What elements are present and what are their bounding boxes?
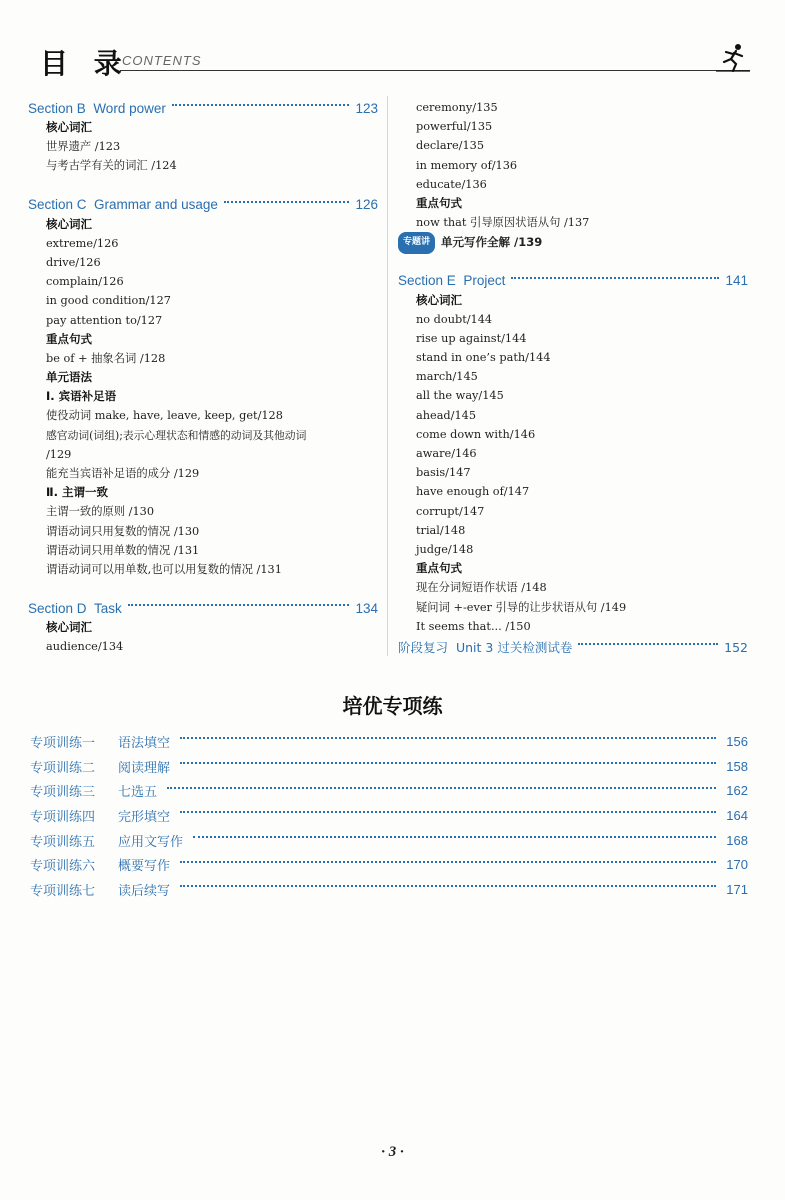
- list-item: ahead/145: [416, 408, 477, 422]
- toc-entry-drill[interactable]: [30, 754, 748, 779]
- toc-right-column: [398, 98, 748, 636]
- subheading: 重点句式: [46, 331, 92, 346]
- subheading: 单元语法: [46, 370, 92, 385]
- list-item: all the way/145: [416, 389, 504, 403]
- subheading: 核心词汇: [46, 216, 92, 231]
- list-item: 谓语动词可以用单数,也可以用复数的情况 /131: [46, 562, 282, 576]
- list-item: no doubt/144: [416, 312, 493, 326]
- dot-leader: [180, 762, 716, 764]
- drill-name: 语法填空: [118, 735, 171, 751]
- drill-name: 七选五: [118, 785, 158, 801]
- drill-page: 156: [726, 733, 748, 749]
- drill-list: [30, 729, 748, 902]
- list-item: now that 引导原因状语从句 /137: [416, 216, 590, 230]
- drill-page: 171: [726, 881, 748, 897]
- list-item: rise up against/144: [416, 331, 527, 345]
- list-item: 感官动词(词组);表示心理状态和情感的动词及其他动词: [46, 428, 307, 442]
- list-item: march/145: [416, 370, 478, 384]
- drill-number: 专项训练五: [30, 834, 96, 850]
- drill-section-title: 培优专项练: [342, 694, 443, 718]
- drill-page: 162: [726, 783, 748, 799]
- toc-entry-drill[interactable]: [30, 828, 748, 853]
- list-item: extreme/126: [46, 236, 119, 250]
- subheading: 重点句式: [416, 195, 462, 210]
- stage-review-page: 152: [724, 639, 748, 655]
- dot-leader: [128, 604, 350, 606]
- section-page: 123: [355, 100, 378, 116]
- stage-review-label: 阶段复习: [398, 640, 449, 655]
- drill-page: 170: [726, 857, 748, 873]
- toc-entry-section-d[interactable]: [28, 598, 378, 618]
- dot-leader: [578, 643, 718, 645]
- list-item: complain/126: [46, 275, 124, 289]
- page-header: [40, 40, 752, 80]
- drill-number: 专项训练四: [30, 809, 96, 825]
- list-item: 现在分词短语作状语 /148: [416, 581, 547, 595]
- list-item: 谓语动词只用复数的情况 /130: [46, 524, 200, 538]
- list-item: 疑问词 +-ever 引导的让步状语从句 /149: [416, 600, 627, 614]
- section-page: 126: [355, 197, 378, 213]
- section-title: Grammar and usage: [94, 197, 218, 213]
- subheading: Ⅱ. 主谓一致: [46, 485, 108, 500]
- list-item: be of + 抽象名词 /128: [46, 351, 166, 365]
- special-topic-badge: 专题讲: [398, 232, 435, 253]
- list-item: corrupt/147: [416, 504, 485, 518]
- page-number: · 3 ·: [381, 1144, 404, 1160]
- list-item: 世界遗产 /123: [46, 140, 121, 154]
- toc-entry-drill[interactable]: [30, 852, 748, 877]
- toc-entry-stage-review[interactable]: [398, 637, 748, 657]
- drill-name: 概要写作: [118, 859, 171, 875]
- toc-entry-drill[interactable]: [30, 877, 748, 902]
- list-item: in good condition/127: [46, 294, 171, 308]
- list-item: ceremony/135: [416, 101, 498, 114]
- drill-number: 专项训练二: [30, 760, 96, 776]
- list-item: pay attention to/127: [46, 313, 163, 327]
- drill-name: 完形填空: [118, 809, 171, 825]
- dot-leader: [193, 836, 716, 838]
- header-rule: [120, 70, 750, 71]
- list-item: 与考古学有关的词汇 /124: [46, 159, 177, 173]
- drill-number: 专项训练一: [30, 735, 96, 751]
- drill-number: 专项训练三: [30, 785, 96, 801]
- column-divider: [387, 96, 388, 656]
- subheading: 核心词汇: [46, 620, 92, 635]
- section-label: Section E: [398, 273, 456, 288]
- subheading: 核心词汇: [46, 120, 92, 134]
- list-item: /129: [46, 447, 72, 461]
- list-item: aware/146: [416, 447, 477, 460]
- list-item: educate/136: [416, 177, 487, 191]
- list-item: declare/135: [416, 139, 485, 153]
- dot-leader: [224, 201, 350, 203]
- list-item: 主谓一致的原则 /130: [46, 505, 155, 519]
- toc-entry-drill[interactable]: [30, 778, 748, 803]
- list-item: trial/148: [416, 523, 466, 537]
- section-label: Section C: [28, 197, 87, 213]
- list-item: come down with/146: [416, 427, 536, 441]
- runner-icon: [716, 42, 750, 72]
- special-topic-title: 单元写作全解 /139: [441, 235, 543, 250]
- toc-entry-drill[interactable]: [30, 729, 748, 754]
- section-page: 134: [355, 600, 378, 616]
- drill-name: 阅读理解: [118, 760, 171, 776]
- drill-number: 专项训练七: [30, 883, 96, 899]
- section-title: Word power: [93, 100, 166, 116]
- dot-leader: [511, 277, 719, 279]
- list-item: judge/148: [416, 542, 474, 556]
- dot-leader: [180, 885, 716, 887]
- dot-leader: [180, 811, 716, 813]
- toc-entry-special-topic[interactable]: [398, 232, 748, 251]
- section-title: Project: [463, 273, 506, 288]
- toc-entry-section-b[interactable]: [28, 98, 378, 118]
- list-item: audience/134: [46, 640, 124, 654]
- list-item: stand in one’s path/144: [416, 351, 551, 365]
- subheading: Ⅰ. 宾语补足语: [46, 389, 117, 404]
- dot-leader: [180, 737, 716, 739]
- page-title: 目 录: [40, 47, 130, 80]
- list-item: powerful/135: [416, 120, 493, 134]
- dot-leader: [172, 104, 350, 106]
- list-item: have enough of/147: [416, 485, 530, 499]
- section-title: Task: [94, 600, 122, 616]
- stage-review-title: Unit 3 过关检测试卷: [455, 640, 573, 655]
- page-subtitle: CONTENTS: [122, 53, 202, 68]
- section-label: Section D: [28, 600, 87, 616]
- dot-leader: [167, 787, 716, 789]
- subheading: 重点句式: [416, 561, 462, 576]
- drill-page: 164: [726, 807, 748, 823]
- section-page: 141: [725, 273, 748, 288]
- drill-page: 158: [726, 758, 748, 774]
- list-item: in memory of/136: [416, 158, 518, 172]
- list-item: drive/126: [46, 255, 101, 269]
- toc-entry-section-c[interactable]: [28, 195, 378, 215]
- drill-number: 专项训练六: [30, 859, 96, 875]
- list-item: 能充当宾语补足语的成分 /129: [46, 467, 200, 480]
- section-label: Section B: [28, 100, 86, 116]
- subheading: 核心词汇: [416, 292, 462, 307]
- list-item: basis/147: [416, 466, 471, 480]
- list-item: 使役动词 make, have, leave, keep, get/128: [46, 409, 283, 423]
- drill-name: 应用文写作: [118, 834, 184, 850]
- toc-entry-section-e[interactable]: [398, 271, 748, 291]
- list-item: It seems that... /150: [416, 619, 531, 633]
- drill-name: 读后续写: [118, 883, 171, 899]
- list-item: 谓语动词只用单数的情况 /131: [46, 543, 200, 557]
- toc-entry-drill[interactable]: [30, 803, 748, 828]
- drill-page: 168: [726, 832, 748, 848]
- dot-leader: [180, 861, 716, 863]
- toc-left-column: [28, 98, 378, 657]
